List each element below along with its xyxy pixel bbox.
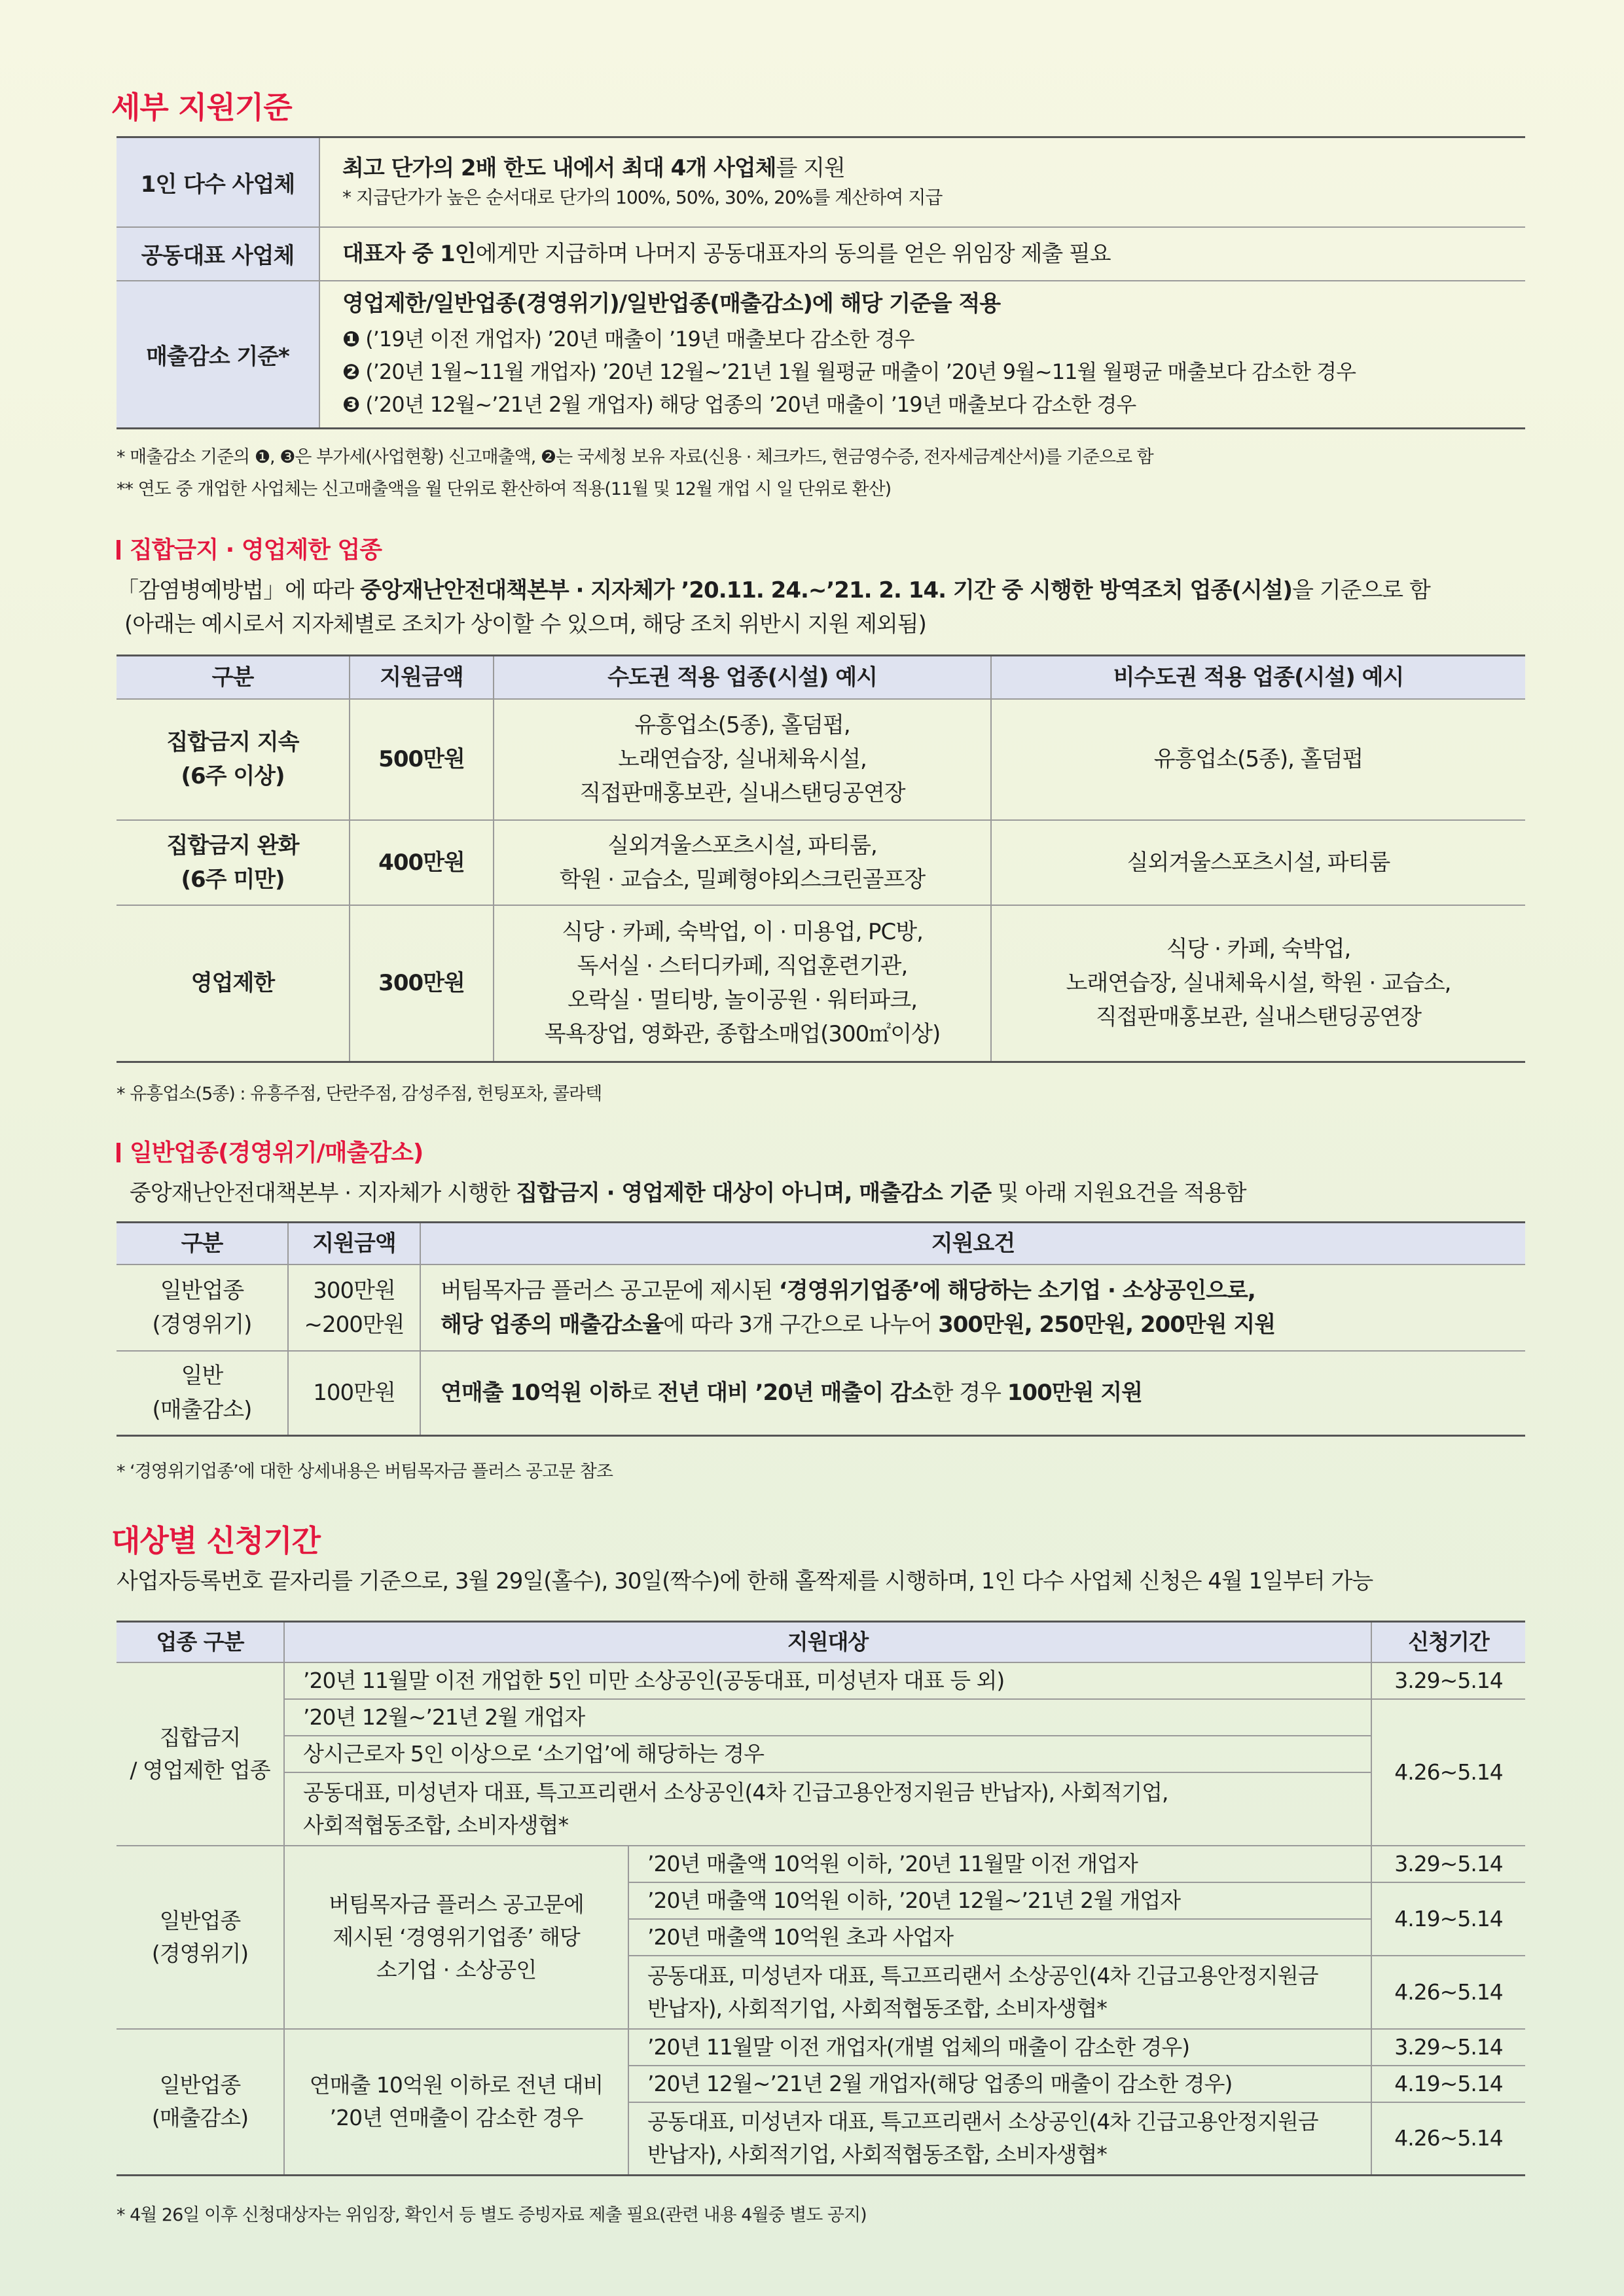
- row-value: 최고 단가의 2배 한도 내에서 최대 4개 사업체를 지원 * 지급단가가 높은 순서대로 단가의 100%, 50%, 30%, 20%를 계산하여 지급: [319, 137, 1525, 227]
- column-header: 지원대상: [284, 1622, 1371, 1662]
- target-cell: ’20년 매출액 10억원 이하, ’20년 12월~’21년 2월 개업자: [628, 1882, 1371, 1919]
- table-row: [117, 1736, 1525, 1772]
- table-row: [117, 1662, 1525, 1699]
- table-row: [117, 1699, 1525, 1736]
- column-header: 비수도권 적용 업종(시설) 예시: [991, 656, 1525, 699]
- amount-cell: 100만원: [288, 1351, 420, 1436]
- row-value: 대표자 중 1인에게만 지급하며 나머지 공동대표자의 동의를 얻은 위임장 제출 필요: [319, 227, 1525, 281]
- category-cell: 영업제한: [117, 905, 350, 1062]
- row-value: 영업제한/일반업종(경영위기)/일반업종(매출감소)에 해당 기준을 적용 ❶ (’19년 이전 개업자) ’20년 매출이 ’19년 매출보다 감소한 경우 ❷ (’20년 1월~11월 개업자) ’20년 12월~’21년 1월 월평균 매출이 ’20년 9월~11월 월평균 매출보다 감소한 경우 ❸ (’20년 12월~’21년 2월 개업자) 해당 업종의 ’20년 매출이 ’19년 매출보다 감소한 경우: [319, 281, 1525, 429]
- table-header-row: [117, 1223, 1525, 1265]
- category-cell: 일반업종 (경영위기): [117, 1846, 284, 2029]
- target-cell: 공동대표, 미성년자 대표, 특고프리랜서 소상공인(4차 긴급고용안정지원금 반납자), 사회적기업, 사회적협동조합, 소비자생협*: [284, 1772, 1371, 1846]
- period-cell: 3.29~5.14: [1371, 1662, 1525, 1699]
- detail-criteria-table: [117, 136, 1525, 429]
- period-cell: 4.26~5.14: [1371, 1956, 1525, 2029]
- application-period-table: [117, 1621, 1525, 2176]
- table-header-row: [117, 656, 1525, 699]
- row-label: 1인 다수 사업체: [117, 137, 319, 227]
- footnote: * 4월 26일 이후 신청대상자는 위임장, 확인서 등 별도 증빙자료 제출 필요(관련 내용 4월중 별도 공지): [117, 2205, 867, 2225]
- category-cell: 일반 (매출감소): [117, 1351, 288, 1436]
- target-cell: ’20년 12월~’21년 2월 개업자(해당 업종의 매출이 감소한 경우): [628, 2066, 1371, 2102]
- table-row: [117, 137, 1525, 227]
- row-label: 공동대표 사업체: [117, 227, 319, 281]
- table-header-row: [117, 1622, 1525, 1662]
- title-bar-icon: [117, 1143, 120, 1162]
- column-header: 지원금액: [350, 656, 494, 699]
- target-cell: ’20년 매출액 10억원 이하, ’20년 11월말 이전 개업자: [628, 1846, 1371, 1882]
- requirement-cell: 연매출 10억원 이하로 전년 대비 ’20년 매출이 감소한 경우 100만원 지원: [420, 1351, 1525, 1436]
- column-header: 업종 구분: [117, 1622, 284, 1662]
- period-cell: 4.19~5.14: [1371, 1882, 1525, 1956]
- target-cell: 공동대표, 미성년자 대표, 특고프리랜서 소상공인(4차 긴급고용안정지원금 반납자), 사회적기업, 사회적협동조합, 소비자생협*: [628, 1956, 1371, 2029]
- paragraph: 사업자등록번호 끝자리를 기준으로, 3월 29일(홀수), 30일(짝수)에 한해 홀짝제를 시행하며, 1인 다수 사업체 신청은 4월 1일부터 가능: [117, 1568, 1373, 1594]
- table-row: [117, 2029, 1525, 2066]
- noncapital-cell: 실외겨울스포츠시설, 파티룸: [991, 820, 1525, 905]
- paragraph: 중앙재난안전대책본부 · 지자체가 시행한 집합금지 · 영업제한 대상이 아니며, 매출감소 기준 및 아래 지원요건을 적용함: [130, 1180, 1246, 1206]
- section-title-detail-criteria: 세부 지원기준: [111, 90, 292, 125]
- column-header: 지원요건: [420, 1223, 1525, 1265]
- requirement-cell: 버팀목자금 플러스 공고문에 제시된 ‘경영위기업종’에 해당하는 소기업 · 소상공인으로, 해당 업종의 매출감소율에 따라 3개 구간으로 나누어 300만원, 250만원, 200만원 지원: [420, 1265, 1525, 1351]
- period-cell: 3.29~5.14: [1371, 2029, 1525, 2066]
- section-title-gathering-ban: 집합금지 · 영업제한 업종: [117, 531, 382, 565]
- table-row: [117, 905, 1525, 1062]
- table-row: [117, 1265, 1525, 1351]
- capital-cell: 유흥업소(5종), 홀덤펍, 노래연습장, 실내체육시설, 직접판매홍보관, 실내스탠딩공연장: [494, 699, 991, 820]
- table-row: [117, 699, 1525, 820]
- column-header: 수도권 적용 업종(시설) 예시: [494, 656, 991, 699]
- amount-cell: 400만원: [350, 820, 494, 905]
- table-row: [117, 1846, 1525, 1882]
- target-cell: ’20년 매출액 10억원 초과 사업자: [628, 1919, 1371, 1956]
- table-row: [117, 820, 1525, 905]
- footnote: * 유흥업소(5종) : 유흥주점, 단란주점, 감성주점, 헌팅포차, 콜라텍: [117, 1084, 602, 1104]
- column-header: 지원금액: [288, 1223, 420, 1265]
- amount-cell: 300만원: [350, 905, 494, 1062]
- capital-cell: 식당 · 카페, 숙박업, 이 · 미용업, PC방, 독서실 · 스터디카페, 직업훈련기관, 오락실 · 멀티방, 놀이공원 · 워터파크, 목욕장업, 영화관, 종합소매업(300㎡이상): [494, 905, 991, 1062]
- table-row: [117, 1351, 1525, 1436]
- column-header: 구분: [117, 656, 350, 699]
- category-cell: 집합금지 지속 (6주 이상): [117, 699, 350, 820]
- category-cell: 일반업종 (매출감소): [117, 2029, 284, 2176]
- section-title-application-period: 대상별 신청기간: [111, 1523, 321, 1558]
- column-header: 구분: [117, 1223, 288, 1265]
- capital-cell: 실외겨울스포츠시설, 파티룸, 학원 · 교습소, 밀폐형야외스크린골프장: [494, 820, 991, 905]
- target-cell: ’20년 11월말 이전 개업한 5인 미만 소상공인(공동대표, 미성년자 대표 등 외): [284, 1662, 1371, 1699]
- target-cell: 상시근로자 5인 이상으로 ‘소기업’에 해당하는 경우: [284, 1736, 1371, 1772]
- column-header: 신청기간: [1371, 1622, 1525, 1662]
- footnote: * ‘경영위기업종’에 대한 상세내용은 버팀목자금 플러스 공고문 참조: [117, 1462, 613, 1482]
- target-cell: ’20년 11월말 이전 개업자(개별 업체의 매출이 감소한 경우): [628, 2029, 1371, 2066]
- period-cell: 3.29~5.14: [1371, 1846, 1525, 1882]
- category-cell: 집합금지 완화 (6주 미만): [117, 820, 350, 905]
- target-cell: 공동대표, 미성년자 대표, 특고프리랜서 소상공인(4차 긴급고용안정지원금 반납자), 사회적기업, 사회적협동조합, 소비자생협*: [628, 2102, 1371, 2176]
- table-row: [117, 281, 1525, 429]
- table-row: [117, 1772, 1525, 1846]
- footnote: ** 연도 중 개업한 사업체는 신고매출액을 월 단위로 환산하여 적용(11월 및 12월 개업 시 일 단위로 환산): [117, 479, 892, 499]
- period-cell: 4.26~5.14: [1371, 1699, 1525, 1846]
- amount-cell: 500만원: [350, 699, 494, 820]
- target-cell: ’20년 12월~’21년 2월 개업자: [284, 1699, 1371, 1736]
- amount-cell: 300만원 ~200만원: [288, 1265, 420, 1351]
- gathering-ban-table: [117, 655, 1525, 1063]
- section-title-general-business: 일반업종(경영위기/매출감소): [117, 1134, 423, 1168]
- period-cell: 4.19~5.14: [1371, 2066, 1525, 2102]
- sub-target-cell: 버팀목자금 플러스 공고문에 제시된 ‘경영위기업종’ 해당 소기업 · 소상공인: [284, 1846, 628, 2029]
- row-label: 매출감소 기준*: [117, 281, 319, 429]
- category-cell: 집합금지 / 영업제한 업종: [117, 1662, 284, 1846]
- footnote: * 매출감소 기준의 ❶, ❸은 부가세(사업현황) 신고매출액, ❷는 국세청 보유 자료(신용 · 체크카드, 현금영수증, 전자세금계산서)를 기준으로 함: [117, 447, 1153, 467]
- period-cell: 4.26~5.14: [1371, 2102, 1525, 2176]
- noncapital-cell: 식당 · 카페, 숙박업, 노래연습장, 실내체육시설, 학원 · 교습소, 직접판매홍보관, 실내스탠딩공연장: [991, 905, 1525, 1062]
- general-business-table: [117, 1221, 1525, 1437]
- category-cell: 일반업종 (경영위기): [117, 1265, 288, 1351]
- title-bar-icon: [117, 540, 120, 560]
- paragraph: (아래는 예시로서 지자체별로 조치가 상이할 수 있으며, 해당 조치 위반시 지원 제외됨): [124, 611, 926, 637]
- noncapital-cell: 유흥업소(5종), 홀덤펍: [991, 699, 1525, 820]
- table-row: [117, 227, 1525, 281]
- paragraph: 「감염병예방법」에 따라 중앙재난안전대책본부 · 지자체가 ’20.11. 24.~’21. 2. 14. 기간 중 시행한 방역조치 업종(시설)을 기준으로 함: [117, 577, 1430, 603]
- sub-target-cell: 연매출 10억원 이하로 전년 대비 ’20년 연매출이 감소한 경우: [284, 2029, 628, 2176]
